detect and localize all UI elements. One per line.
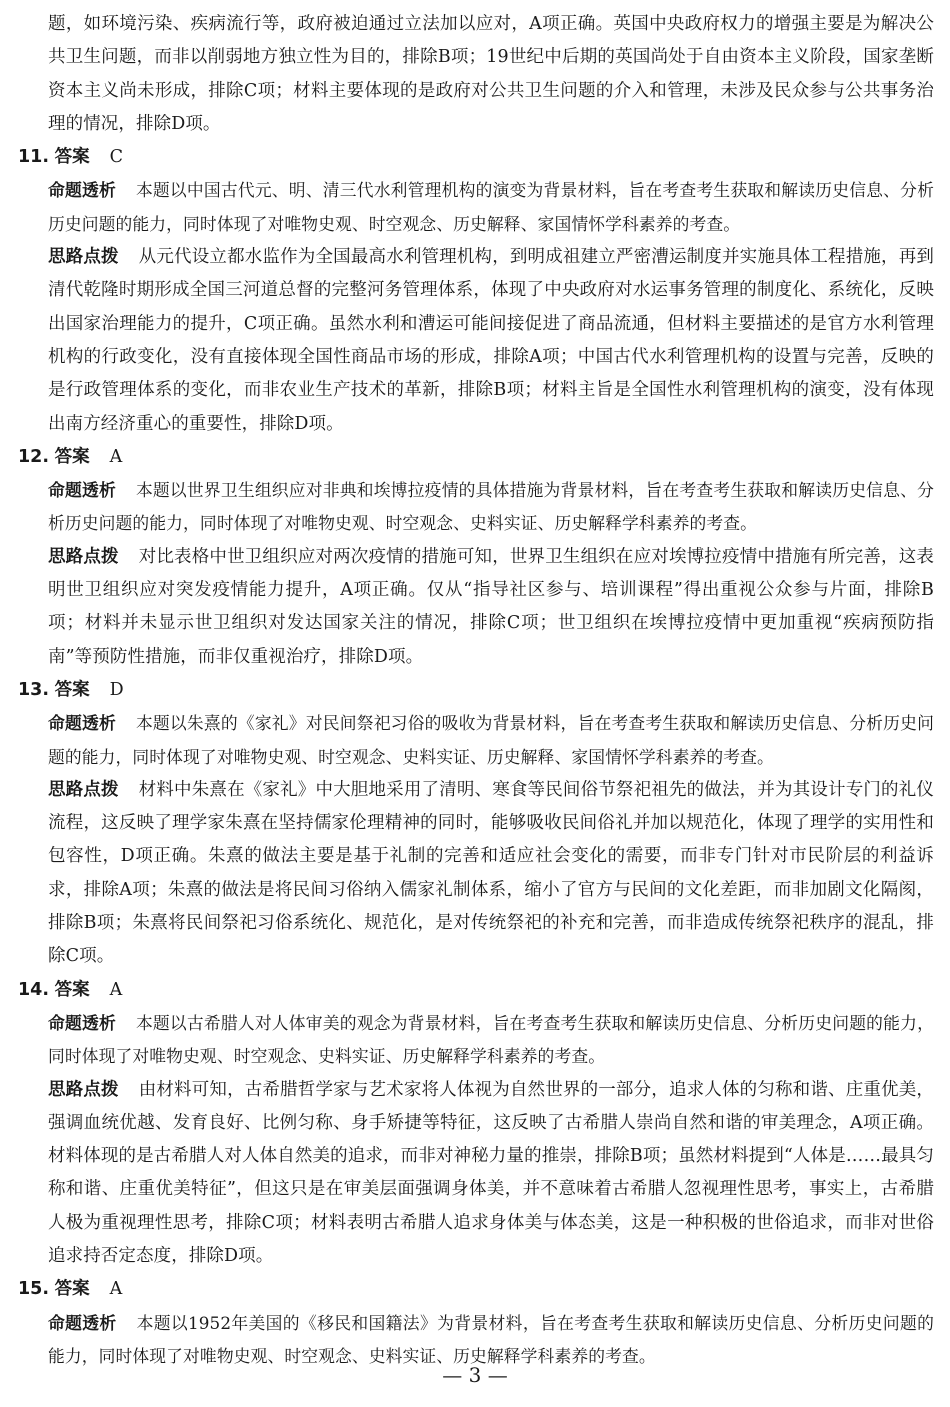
analysis-label: 命题透析 (48, 480, 116, 501)
hint-label: 思路点拨 (48, 779, 119, 800)
hint-paragraph (18, 241, 934, 441)
answer-label: 答案 (54, 147, 90, 168)
answer-page (18, 8, 934, 1373)
answer-value: D (109, 679, 124, 700)
hint-paragraph (18, 541, 934, 674)
hint-text: 对比表格中世卫组织应对两次疫情的措施可知，世界卫生组织在应对埃博拉疫情中措施有所完善，这表明世卫组织应对突发疫情能力提升，A项正确。仅从“指导社区参与、培训课程”得出重视公众参与片面，排除B项；材料并未显示世卫组织对发达国家关注的情况，排除C项；世卫组织在埃博拉疫情中更加重视“疾病预防指南”等预防性措施，而非仅重视治疗，排除D项。 (48, 546, 934, 667)
analysis-paragraph (18, 707, 934, 774)
answer-label: 答案 (54, 979, 90, 1000)
question-11 (18, 141, 934, 441)
question-number: 13. (18, 679, 50, 700)
question-number: 14. (18, 979, 50, 1000)
answer-label: 答案 (54, 679, 90, 700)
analysis-text: 本题以古希腊人对人体审美的观念为背景材料，旨在考查考生获取和解读历史信息、分析历史问题的能力，同时体现了对唯物史观、时空观念、史料实证、历史解释学科素养的考查。 (48, 1012, 935, 1067)
question-number: 11. (18, 147, 50, 168)
question-header (18, 674, 934, 707)
question-header (18, 1273, 934, 1306)
question-header (18, 141, 934, 174)
hint-paragraph (18, 774, 934, 974)
analysis-paragraph (18, 1007, 934, 1074)
analysis-text: 本题以世界卫生组织应对非典和埃博拉疫情的具体措施为背景材料，旨在考查考生获取和解读历史信息、分析历史问题的能力，同时体现了对唯物史观、时空观念、史料实证、历史解释学科素养的考查。 (48, 480, 935, 534)
question-13 (18, 674, 934, 974)
hint-label: 思路点拨 (48, 1079, 119, 1100)
question-15 (18, 1273, 934, 1373)
question-14 (18, 974, 934, 1274)
hint-label: 思路点拨 (48, 546, 119, 567)
hint-paragraph (18, 1074, 934, 1274)
question-header (18, 441, 934, 474)
hint-text: 从元代设立都水监作为全国最高水利管理机构，到明成祖建立严密漕运制度并实施具体工程措施，再到清代乾隆时期形成全国三河道总督的完整河务管理体系，体现了中央政府对水运事务管理的制度化、系统化，反映出国家治理能力的提升，C项正确。虽然水利和漕运可能间接促进了商品流通，但材料主要描述的是官方水利管理机构的行政变化，没有直接体现全国性商品市场的形成，排除A项；中国古代水利管理机构的设置与完善，反映的是行政管理体系的变化，而非农业生产技术的革新，排除B项；材料主旨是全国性水利管理机构的演变，没有体现出南方经济重心的重要性，排除D项。 (48, 247, 934, 434)
answer-label: 答案 (54, 1279, 90, 1300)
analysis-text: 本题以1952年美国的《移民和国籍法》为背景材料，旨在考查考生获取和解读历史信息、分析历史问题的能力，同时体现了对唯物史观、时空观念、史料实证、历史解释学科素养的考查。 (48, 1312, 934, 1366)
analysis-label: 命题透析 (48, 1312, 117, 1333)
answer-value: A (109, 1279, 123, 1300)
answer-value: A (109, 446, 123, 467)
analysis-text: 本题以朱熹的《家礼》对民间祭祀习俗的吸收为背景材料，旨在考查考生获取和解读历史信息、分析历史问题的能力，同时体现了对唯物史观、时空观念、史料实证、历史解释、家国情怀学科素养的考查。 (48, 713, 935, 767)
question-number: 15. (18, 1279, 50, 1300)
hint-text: 由材料可知，古希腊哲学家与艺术家将人体视为自然世界的一部分，追求人体的匀称和谐、庄重优美，强调血统优越、发育良好、比例匀称、身手矫捷等特征，这反映了古希腊人崇尚自然和谐的审美理念，A项正确。材料体现的是古希腊人对人体自然美的追求，而非对神秘力量的推崇，排除B项；虽然材料提到“人体是……最具匀称和谐、庄重优美特征”，但这只是在审美层面强调身体美，并不意味着古希腊人忽视理性思考，事实上，古希腊人极为重视理性思考，排除C项；材料表明古希腊人追求身体美与体态美，这是一种积极的世俗追求，而非对世俗追求持否定态度，排除D项。 (48, 1079, 934, 1266)
hint-label: 思路点拨 (48, 247, 119, 268)
question-12 (18, 441, 934, 674)
analysis-label: 命题透析 (48, 180, 116, 201)
hint-text: 材料中朱熹在《家礼》中大胆地采用了清明、寒食等民间俗节祭祀祖先的做法，并为其设计专门的礼仪流程，这反映了理学家朱熹在坚持儒家伦理精神的同时，能够吸收民间俗礼并加以规范化，体现了理学的实用性和包容性，D项正确。朱熹的做法主要是基于礼制的完善和适应社会变化的需要，而非专门针对市民阶层的利益诉求，排除A项；朱熹的做法是将民间习俗纳入儒家礼制体系，缩小了官方与民间的文化差距，而非加剧文化隔阂，排除B项；朱熹将民间祭祀习俗系统化、规范化，是对传统祭祀的补充和完善，而非造成传统祭祀秩序的混乱，排除C项。 (48, 779, 934, 967)
answer-label: 答案 (54, 446, 90, 467)
analysis-paragraph (18, 474, 934, 541)
intro-paragraph: 题，如环境污染、疾病流行等，政府被迫通过立法加以应对，A项正确。英国中央政府权力的增强主要是为解决公共卫生问题，而非以削弱地方独立性为目的，排除B项；19世纪中后期的英国尚处于自由资本主义阶段，国家垄断资本主义尚未形成，排除C项；材料主要体现的是政府对公共卫生问题的介入和管理，未涉及民众参与公共事务治理的情况，排除D项。 (48, 14, 934, 134)
answer-value: A (109, 979, 123, 1000)
question-number: 12. (18, 446, 50, 467)
analysis-label: 命题透析 (48, 713, 116, 734)
question-header (18, 974, 934, 1007)
analysis-text: 本题以中国古代元、明、清三代水利管理机构的演变为背景材料，旨在考查考生获取和解读历史信息、分析历史问题的能力，同时体现了对唯物史观、时空观念、历史解释、家国情怀学科素养的考查。 (48, 180, 935, 234)
analysis-label: 命题透析 (48, 1012, 116, 1033)
analysis-paragraph (18, 174, 934, 241)
answer-value: C (109, 147, 123, 168)
page-number: — 3 — (442, 1363, 508, 1387)
